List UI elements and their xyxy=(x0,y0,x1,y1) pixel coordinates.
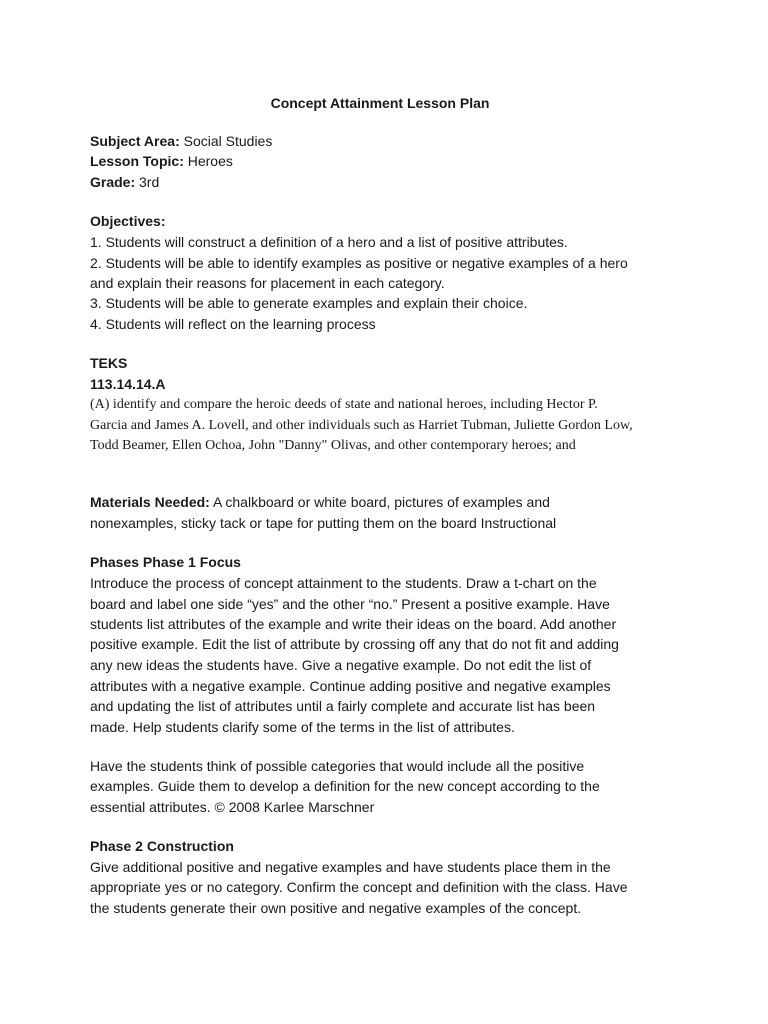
objective-line: 3. Students will be able to generate examples and explain their choice. xyxy=(90,295,528,311)
teks-text-line: Todd Beamer, Ellen Ochoa, John "Danny" Olivas, and other contemporary heroes; and xyxy=(90,438,576,453)
phase1-para2-line: examples. Guide them to develop a definition for the new concept according to the xyxy=(90,778,600,794)
phase1-text-line: made. Help students clarify some of the terms in the list of attributes. xyxy=(90,719,515,735)
phase2-text-line: appropriate yes or no category. Confirm the concept and definition with the class. Have xyxy=(90,879,628,895)
materials-label: Materials Needed: xyxy=(90,494,210,510)
phase1-text-line: attributes with a negative example. Continue adding positive and negative examples xyxy=(90,678,611,694)
teks-text-line: (A) identify and compare the heroic deeds of state and national heroes, including Hector P. xyxy=(90,397,598,412)
subject-area-line xyxy=(90,131,272,151)
phase1-text-line: positive example. Edit the list of attribute by crossing off any that do not fit and adding xyxy=(90,636,619,652)
grade-label: Grade: xyxy=(90,174,136,190)
lesson-topic-value: Heroes xyxy=(187,153,233,169)
grade-line xyxy=(90,172,159,192)
objective-line: 4. Students will reflect on the learning process xyxy=(90,316,376,332)
materials-line: nonexamples, sticky tack or tape for putting them on the board Instructional xyxy=(90,515,557,531)
objective-line: 1. Students will construct a definition of a hero and a list of positive attributes. xyxy=(90,234,568,250)
phase1-para2-line: Have the students think of possible categories that would include all the positive xyxy=(90,758,585,774)
objectives-heading: Objectives: xyxy=(90,213,166,229)
subject-area-value: Social Studies xyxy=(183,133,273,149)
phase1-para2-line: essential attributes. © 2008 Karlee Marschner xyxy=(90,799,375,815)
phase2-text-line: Give additional positive and negative examples and have students place them in the xyxy=(90,859,611,875)
grade-value: 3rd xyxy=(139,174,160,190)
teks-text-line: Garcia and James A. Lovell, and other individuals such as Harriet Tubman, Juliette Gordon Low, xyxy=(90,418,633,433)
phase1-text-line: any new ideas the students have. Give a negative example. Do not edit the list of xyxy=(90,657,592,673)
teks-code: 113.14.14.A xyxy=(90,376,166,392)
phase1-text-line: board and label one side “yes” and the other “no.” Present a positive example. Have xyxy=(90,596,610,612)
page-title: Concept Attainment Lesson Plan xyxy=(270,95,490,111)
phase1-text-line: and updating the list of attributes until a fairly complete and accurate list has been xyxy=(90,698,596,714)
subject-area-label: Subject Area: xyxy=(90,133,180,149)
phase1-heading: Phases Phase 1 Focus xyxy=(90,554,241,570)
lesson-topic-label: Lesson Topic: xyxy=(90,153,184,169)
phase2-heading: Phase 2 Construction xyxy=(90,838,234,854)
phase1-text-line: Introduce the process of concept attainment to the students. Draw a t-chart on the xyxy=(90,575,597,591)
phase1-text-line: students list attributes of the example and write their ideas on the board. Add another xyxy=(90,616,617,632)
teks-heading: TEKS xyxy=(90,355,128,371)
lesson-topic-line xyxy=(90,151,233,171)
materials-line xyxy=(90,492,550,512)
objective-line: 2. Students will be able to identify examples as positive or negative examples of a hero xyxy=(90,255,628,271)
objective-line: and explain their reasons for placement in each category. xyxy=(90,275,445,291)
materials-text: A chalkboard or white board, pictures of examples and xyxy=(209,494,550,510)
phase2-text-line: the students generate their own positive and negative examples of the concept. xyxy=(90,900,582,916)
